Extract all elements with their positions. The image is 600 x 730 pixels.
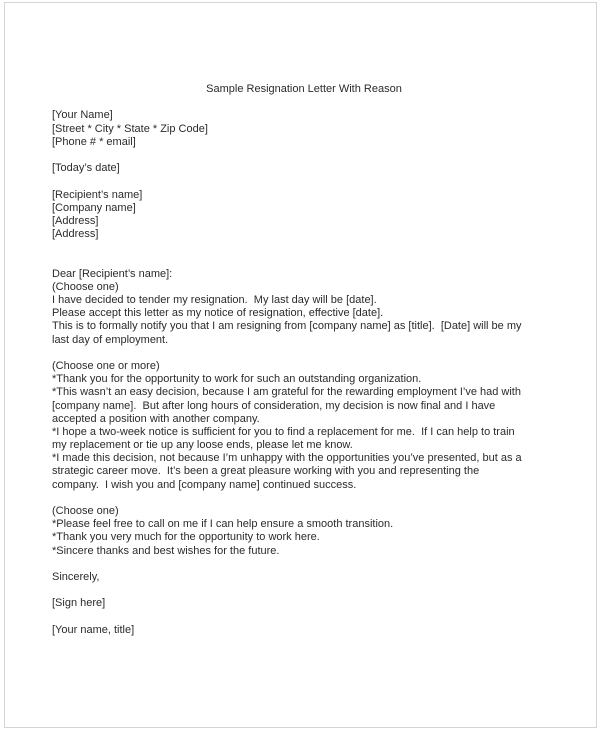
letter-line: [52, 558, 556, 571]
letter-body: [52, 109, 556, 637]
letter-line: (Choose one or more): [52, 359, 160, 372]
letter-line: [Address]: [52, 228, 99, 241]
letter-line: *Thank you for the opportunity to work for such an outstanding organization.: [52, 373, 422, 386]
letter-line: accepted a position with another company.: [52, 412, 260, 425]
letter-line: This is to formally notify you that I am resigning from [company name] as [title]. [Date] will be my: [52, 320, 522, 333]
letter-line: [52, 347, 556, 360]
letter-line: [52, 254, 556, 267]
letter-line: last day of employment.: [52, 333, 169, 346]
letter-line: [Street * City * State * Zip Code]: [52, 122, 208, 135]
letter-line: *I made this decision, not because I’m unhappy with the opportunities you’ve presented, but as a: [52, 452, 522, 465]
letter-line: (Choose one): [52, 280, 119, 293]
letter-line: [Today’s date]: [52, 162, 120, 175]
letter-line: *This wasn’t an easy decision, because I am grateful for the rewarding employment I’ve had with: [52, 386, 521, 399]
letter-title: Sample Resignation Letter With Reason: [206, 83, 402, 95]
letter-line: [52, 241, 556, 254]
letter-line: strategic career move. It’s been a great pleasure working with you and representing the: [52, 465, 480, 478]
letter-line: [Your Name]: [52, 109, 113, 122]
letter-line: [52, 149, 556, 162]
letter-line: [Sign here]: [52, 597, 106, 610]
letter-line: [52, 611, 556, 624]
letter-line: [52, 584, 556, 597]
letter-blank-line: [52, 96, 556, 109]
letter-line: [Recipient’s name]: [52, 188, 143, 201]
letter-line: [company name]. But after long hours of consideration, my decision is now final and I have: [52, 399, 496, 412]
letter-line: *Sincere thanks and best wishes for the future.: [52, 544, 280, 557]
letter-line: [52, 175, 556, 188]
letter-line: Please accept this letter as my notice of resignation, effective [date].: [52, 307, 384, 320]
letter-line: *Thank you very much for the opportunity to work here.: [52, 531, 320, 544]
letter-line: my replacement or tie up any loose ends, please let me know.: [52, 439, 353, 452]
letter-line: [Company name]: [52, 201, 136, 214]
letter-line: I have decided to tender my resignation. My last day will be [date].: [52, 294, 377, 306]
letter-line: *Please feel free to call on me if I can help ensure a smooth transition.: [52, 518, 394, 531]
letter-line: (Choose one): [52, 505, 119, 517]
letter-line: *I hope a two-week notice is sufficient for you to find a replacement for me. If I can help to train: [52, 425, 515, 438]
letter-line: [Phone # * email]: [52, 135, 136, 148]
letter-line: Sincerely,: [52, 570, 100, 583]
letter-line: Dear [Recipient’s name]:: [52, 267, 173, 280]
letter-line: [Address]: [52, 214, 99, 227]
letter-line: [Your name, title]: [52, 623, 135, 636]
letter-line: company. I wish you and [company name] continued success.: [52, 478, 357, 491]
letter-line: [52, 492, 556, 505]
